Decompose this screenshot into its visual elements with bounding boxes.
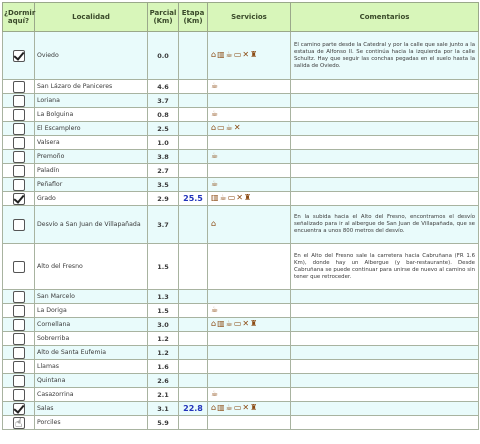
- coffee-cup-icon: ☕: [211, 109, 219, 118]
- dormir-checkbox[interactable]: [13, 50, 25, 62]
- servicios-cell: [208, 388, 291, 402]
- table-row: [3, 244, 479, 290]
- localidad-cell: Salas: [35, 402, 148, 416]
- comentario-cell: [291, 192, 479, 206]
- dormir-cell: [3, 332, 35, 346]
- table-row: [3, 150, 479, 164]
- dormir-checkbox[interactable]: [13, 193, 25, 205]
- localidad-cell: Grado: [35, 192, 148, 206]
- servicios-cell: [208, 178, 291, 192]
- route-table: [2, 2, 479, 430]
- table-header-row: [3, 3, 479, 32]
- table-row: [3, 360, 479, 374]
- dormir-checkbox[interactable]: [13, 219, 25, 231]
- dormir-checkbox[interactable]: [13, 305, 25, 317]
- dormir-checkbox[interactable]: [13, 403, 25, 415]
- dormir-cell: [3, 192, 35, 206]
- parcial-cell: 2.7: [148, 164, 179, 178]
- hotel-icon: ▥: [211, 193, 219, 202]
- etapa-cell: [179, 206, 208, 244]
- servicios-cell: [208, 290, 291, 304]
- etapa-cell: [179, 122, 208, 136]
- etapa-cell: [179, 164, 208, 178]
- servicios-cell: [208, 206, 291, 244]
- servicios-cell: [208, 192, 291, 206]
- localidad-cell: San Lázaro de Paniceres: [35, 80, 148, 94]
- hotel-icon: ▥: [217, 50, 225, 59]
- dormir-checkbox[interactable]: [13, 375, 25, 387]
- dormir-cell: [3, 178, 35, 192]
- comentario-cell: [291, 290, 479, 304]
- servicios-cell: [208, 32, 291, 80]
- etapa-cell: [179, 80, 208, 94]
- hotel-icon: ▥: [217, 319, 225, 328]
- comentario-cell: En el Alto del Fresno sale la carretera hacia Cabruñana (FR 1.6 Km), donde hay un Albergue (y bar-restaurante). Desde Cabruñana se puede continuar para unirse de nuevo al camino sin tener que retroceder.: [291, 244, 479, 290]
- parcial-cell: 2.1: [148, 388, 179, 402]
- comentario-cell: [291, 108, 479, 122]
- dormir-cell: [3, 318, 35, 332]
- header-dormir: ¿Dormir aquí?: [3, 3, 35, 32]
- table-row: [3, 388, 479, 402]
- etapa-cell: [179, 136, 208, 150]
- parcial-cell: 0.8: [148, 108, 179, 122]
- parcial-cell: 3.0: [148, 318, 179, 332]
- dormir-cell: [3, 122, 35, 136]
- dormir-checkbox[interactable]: [13, 109, 25, 121]
- localidad-cell: San Marcelo: [35, 290, 148, 304]
- servicios-cell: [208, 402, 291, 416]
- table-row: [3, 346, 479, 360]
- servicios-cell: [208, 136, 291, 150]
- localidad-cell: Quintana: [35, 374, 148, 388]
- parcial-cell: 3.7: [148, 94, 179, 108]
- coffee-cup-icon: ☕: [225, 319, 233, 328]
- table-row: [3, 108, 479, 122]
- comentario-cell: [291, 94, 479, 108]
- etapa-cell: [179, 360, 208, 374]
- table-row: [3, 136, 479, 150]
- dormir-cell: [3, 80, 35, 94]
- etapa-cell: [179, 374, 208, 388]
- parcial-cell: 3.7: [148, 206, 179, 244]
- servicios-cell: [208, 80, 291, 94]
- localidad-cell: La Doriga: [35, 304, 148, 318]
- parcial-cell: 1.2: [148, 332, 179, 346]
- dormir-cell: [3, 32, 35, 80]
- parcial-cell: 1.5: [148, 244, 179, 290]
- etapa-cell: [179, 388, 208, 402]
- servicios-cell: [208, 416, 291, 430]
- etapa-cell: [179, 94, 208, 108]
- localidad-cell: Paladín: [35, 164, 148, 178]
- localidad-cell: Sobrerriba: [35, 332, 148, 346]
- localidad-cell: Peñaflor: [35, 178, 148, 192]
- localidad-cell: Alto del Fresno: [35, 244, 148, 290]
- servicios-cell: [208, 346, 291, 360]
- fork-knife-icon: ✕: [242, 319, 250, 328]
- house-icon: ⌂: [211, 319, 217, 328]
- table-row: [3, 332, 479, 346]
- dormir-checkbox[interactable]: [13, 81, 25, 93]
- coffee-cup-icon: ☕: [225, 403, 233, 412]
- table-row: [3, 122, 479, 136]
- parcial-cell: 5.9: [148, 416, 179, 430]
- localidad-cell: Llamas: [35, 360, 148, 374]
- dormir-cell: [3, 244, 35, 290]
- servicios-cell: [208, 122, 291, 136]
- comentario-cell: El camino parte desde la Catedral y por la calle que sale junto a la estatua de Alfonso II. Se continúa hacia la izquierda por la calle Schultz. Hay que seguir las conchas pegadas en el suelo hasta la salida de Oviedo.: [291, 32, 479, 80]
- house-icon: ⌂: [211, 219, 217, 228]
- parcial-cell: 2.5: [148, 122, 179, 136]
- fork-knife-icon: ✕: [236, 193, 243, 202]
- comentario-cell: [291, 80, 479, 94]
- comentario-cell: [291, 332, 479, 346]
- localidad-cell: El Escamplero: [35, 122, 148, 136]
- comentario-cell: [291, 164, 479, 178]
- etapa-cell: [179, 304, 208, 318]
- bar-counter-icon: ▭: [233, 403, 242, 412]
- parcial-cell: 1.3: [148, 290, 179, 304]
- dormir-checkbox[interactable]: [13, 261, 25, 273]
- dormir-cell: [3, 94, 35, 108]
- table-row: [3, 318, 479, 332]
- header-servicios: Servicios: [208, 3, 291, 32]
- servicios-cell: [208, 318, 291, 332]
- coffee-cup-icon: ☕: [211, 389, 219, 398]
- dormir-checkbox[interactable]: [13, 361, 25, 373]
- pharmacy-icon: ♜: [250, 403, 258, 412]
- localidad-cell: Porciles: [35, 416, 148, 430]
- parcial-cell: 1.0: [148, 136, 179, 150]
- comentario-cell: [291, 402, 479, 416]
- table-row: [3, 290, 479, 304]
- comentario-cell: [291, 416, 479, 430]
- dormir-checkbox[interactable]: [13, 291, 25, 303]
- dormir-checkbox[interactable]: [13, 179, 25, 191]
- parcial-cell: 0.0: [148, 32, 179, 80]
- servicios-cell: [208, 360, 291, 374]
- localidad-cell: Valsera: [35, 136, 148, 150]
- etapa-cell: [179, 290, 208, 304]
- table-row: [3, 206, 479, 244]
- localidad-cell: Oviedo: [35, 32, 148, 80]
- servicios-cell: [208, 164, 291, 178]
- dormir-cell: [3, 304, 35, 318]
- etapa-cell: [179, 108, 208, 122]
- parcial-cell: 4.6: [148, 80, 179, 94]
- servicios-cell: [208, 244, 291, 290]
- coffee-cup-icon: ☕: [225, 50, 233, 59]
- parcial-cell: 2.9: [148, 192, 179, 206]
- comentario-cell: [291, 346, 479, 360]
- dormir-cell: [3, 360, 35, 374]
- comentario-cell: [291, 178, 479, 192]
- comentario-cell: [291, 304, 479, 318]
- dormir-checkbox[interactable]: [13, 319, 25, 331]
- comentario-cell: [291, 318, 479, 332]
- comentario-cell: [291, 122, 479, 136]
- etapa-cell: [179, 244, 208, 290]
- table-row: [3, 178, 479, 192]
- localidad-cell: Casazorrina: [35, 388, 148, 402]
- dormir-cell: [3, 136, 35, 150]
- bar-counter-icon: ▭: [217, 123, 225, 132]
- dormir-checkbox[interactable]: [13, 347, 25, 359]
- localidad-cell: Desvío a San Juan de Villapañada: [35, 206, 148, 244]
- table-row: [3, 192, 479, 206]
- bar-counter-icon: ▭: [233, 319, 242, 328]
- comentario-cell: [291, 150, 479, 164]
- etapa-cell: [179, 150, 208, 164]
- hotel-icon: ▥: [217, 403, 225, 412]
- header-etapa: Etapa (Km): [179, 3, 208, 32]
- table-row: [3, 164, 479, 178]
- table-row: [3, 374, 479, 388]
- dormir-checkbox[interactable]: [13, 137, 25, 149]
- localidad-cell: Premoño: [35, 150, 148, 164]
- etapa-cell: [179, 318, 208, 332]
- coffee-cup-icon: ☕: [219, 193, 227, 202]
- house-icon: ⌂: [211, 403, 217, 412]
- parcial-cell: 3.8: [148, 150, 179, 164]
- parcial-cell: 1.2: [148, 346, 179, 360]
- pharmacy-icon: ♜: [250, 50, 258, 59]
- coffee-cup-icon: ☕: [225, 123, 233, 132]
- fork-knife-icon: ✕: [233, 123, 241, 132]
- fork-knife-icon: ✕: [242, 50, 250, 59]
- comentario-cell: [291, 136, 479, 150]
- parcial-cell: 1.5: [148, 304, 179, 318]
- coffee-cup-icon: ☕: [211, 179, 219, 188]
- servicios-cell: [208, 304, 291, 318]
- etapa-cell: 25.5: [179, 192, 208, 206]
- coffee-cup-icon: ☕: [211, 81, 219, 90]
- localidad-cell: Cornellana: [35, 318, 148, 332]
- dormir-cell: [3, 346, 35, 360]
- house-icon: ⌂: [211, 50, 217, 59]
- dormir-cell: [3, 388, 35, 402]
- servicios-cell: [208, 374, 291, 388]
- house-icon: ⌂: [211, 123, 217, 132]
- table-row: [3, 402, 479, 416]
- comentario-cell: En la subida hacia el Alto del Fresno, encontramos el desvío señalizado para ir al albergue de San Juan de Villapañada, que se encuentra a unos 800 metros del desvío.: [291, 206, 479, 244]
- table-row: [3, 416, 479, 430]
- parcial-cell: 3.1: [148, 402, 179, 416]
- dormir-cell: [3, 290, 35, 304]
- etapa-cell: [179, 346, 208, 360]
- table-row: [3, 94, 479, 108]
- dormir-checkbox[interactable]: [13, 95, 25, 107]
- parcial-cell: 1.6: [148, 360, 179, 374]
- header-comentarios: Comentarios: [291, 3, 479, 32]
- localidad-cell: Loriana: [35, 94, 148, 108]
- header-parcial: Parcial (Km): [148, 3, 179, 32]
- servicios-cell: [208, 108, 291, 122]
- dormir-cell: [3, 164, 35, 178]
- etapa-cell: [179, 178, 208, 192]
- etapa-cell: [179, 32, 208, 80]
- parcial-cell: 2.6: [148, 374, 179, 388]
- localidad-cell: La Bolguina: [35, 108, 148, 122]
- servicios-cell: [208, 150, 291, 164]
- dormir-cell: [3, 206, 35, 244]
- comentario-cell: [291, 374, 479, 388]
- servicios-cell: [208, 332, 291, 346]
- etapa-cell: [179, 416, 208, 430]
- bar-counter-icon: ▭: [227, 193, 236, 202]
- localidad-cell: Alto de Santa Eufemia: [35, 346, 148, 360]
- comentario-cell: [291, 388, 479, 402]
- table-row: [3, 80, 479, 94]
- dormir-cell: [3, 374, 35, 388]
- dormir-cell: [3, 150, 35, 164]
- coffee-cup-icon: ☕: [211, 305, 219, 314]
- etapa-cell: [179, 332, 208, 346]
- dormir-checkbox[interactable]: [13, 151, 25, 163]
- dormir-checkbox[interactable]: [13, 389, 25, 401]
- comentario-cell: [291, 360, 479, 374]
- hand-pointer-cursor-icon: ☝: [15, 416, 23, 430]
- etapa-cell: 22.8: [179, 402, 208, 416]
- dormir-checkbox[interactable]: [13, 333, 25, 345]
- servicios-cell: [208, 94, 291, 108]
- coffee-cup-icon: ☕: [211, 151, 219, 160]
- table-row: [3, 32, 479, 80]
- bar-counter-icon: ▭: [233, 50, 242, 59]
- pharmacy-icon: ♜: [250, 319, 258, 328]
- table-row: [3, 304, 479, 318]
- fork-knife-icon: ✕: [242, 403, 250, 412]
- pharmacy-icon: ♜: [244, 193, 252, 202]
- parcial-cell: 3.5: [148, 178, 179, 192]
- dormir-cell: [3, 402, 35, 416]
- dormir-checkbox[interactable]: [13, 165, 25, 177]
- dormir-checkbox[interactable]: [13, 123, 25, 135]
- dormir-cell: [3, 108, 35, 122]
- header-localidad: Localidad: [35, 3, 148, 32]
